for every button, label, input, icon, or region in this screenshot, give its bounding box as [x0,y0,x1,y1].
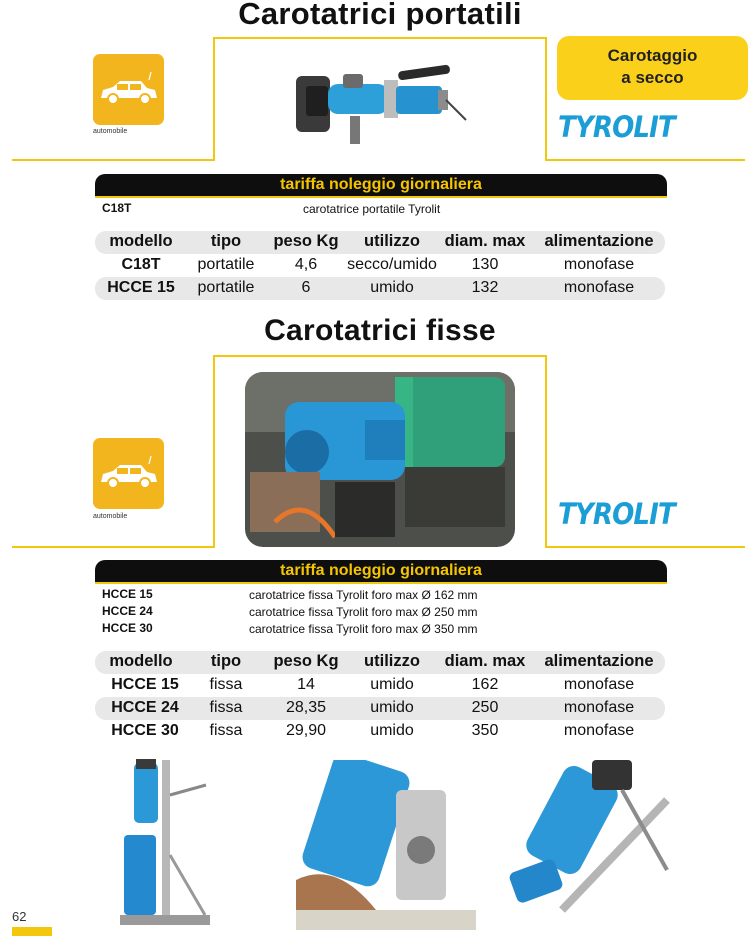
table-cell: HCCE 15 [111,676,179,693]
table-cell: 250 [471,699,499,716]
table-cell: 4,6 [294,256,318,273]
frame-line [545,355,547,547]
table-cell: umido [370,699,414,716]
tariff-underline [95,196,667,198]
tyrolit-logo: TYROLIT [558,497,675,531]
table-cell: monofase [563,699,635,716]
frame-line [213,355,546,357]
table-cell: HCCE 24 [111,699,179,716]
tile-caption: automobile [93,128,128,135]
tariff-item-desc: carotatrice portatile Tyrolit [303,202,441,216]
tyrolit-logo: TYROLIT [558,110,675,144]
drill-motor-image [502,760,672,925]
table-cell: monofase [563,722,635,739]
car-category-tile [93,438,164,509]
tariff-underline [95,582,667,584]
table-cell: monofase [563,279,635,296]
badge-line: a secco [621,68,684,87]
frame-line [12,546,215,548]
frame-line [545,37,547,160]
table-cell: umido [370,722,414,739]
table-cell: 6 [301,279,311,296]
table-cell: portatile [197,256,255,273]
table-cell: 350 [471,722,499,739]
table-cell: portatile [197,279,255,296]
drill-detail-image [296,760,476,930]
portable-core-drill-image [288,62,478,152]
car-icon [93,438,164,509]
col-header: modello [109,652,173,670]
table-cell: 29,90 [285,722,327,739]
tariff-header: tariffa noleggio giornaliera [95,174,667,196]
fixed-core-drill-photo [245,372,515,547]
tile-caption: automobile [93,513,128,520]
tariff-item-desc: carotatrice fissa Tyrolit foro max Ø 250 mm [249,605,478,619]
carotaggio-badge [557,36,748,100]
col-header: modello [109,232,173,250]
table-cell: HCCE 30 [111,722,179,739]
car-category-tile [93,54,164,125]
section-title-portable: Carotatrici portatili [238,0,522,31]
col-header: peso Kg [273,232,339,250]
table-cell: monofase [563,676,635,693]
table-cell: 162 [471,676,499,693]
table-cell: umido [370,279,414,296]
tariff-item-desc: carotatrice fissa Tyrolit foro max Ø 162 mm [249,588,478,602]
car-icon [93,54,164,125]
col-header: diam. max [444,652,526,670]
col-header: peso Kg [273,652,339,670]
table-cell: 132 [471,279,499,296]
table-cell: 14 [297,676,315,693]
col-header: tipo [210,652,242,670]
table-cell: HCCE 15 [107,279,175,296]
col-header: alimentazione [544,652,654,670]
section-title-fixed: Carotatrici fisse [264,314,496,347]
frame-line [545,159,745,161]
tariff-header: tariffa noleggio giornaliera [95,560,667,582]
col-header: diam. max [444,232,526,250]
frame-line [213,37,215,160]
page-number-bar [12,927,52,936]
col-header: alimentazione [544,232,654,250]
frame-line [12,159,215,161]
col-header: utilizzo [364,652,420,670]
drill-stand-image [110,755,220,930]
tariff-item-code: HCCE 15 [102,587,153,601]
table-cell: 130 [471,256,499,273]
table-cell: C18T [121,256,161,273]
page-number: 62 [12,909,27,924]
frame-line [545,546,745,548]
table-cell: umido [370,676,414,693]
frame-line [213,37,546,39]
table-cell: fissa [209,699,243,716]
table-cell: 28,35 [285,699,327,716]
tariff-item-code: HCCE 30 [102,621,153,635]
badge-line: Carotaggio [607,46,698,65]
tariff-item-desc: carotatrice fissa Tyrolit foro max Ø 350 mm [249,622,478,636]
table-cell: monofase [563,256,635,273]
col-header: tipo [210,232,242,250]
table-cell: secco/umido [347,256,437,273]
tariff-item-code: C18T [102,201,132,215]
col-header: utilizzo [364,232,420,250]
tariff-item-code: HCCE 24 [102,604,153,618]
table-cell: fissa [209,722,243,739]
table-cell: fissa [209,676,243,693]
frame-line [213,355,215,547]
